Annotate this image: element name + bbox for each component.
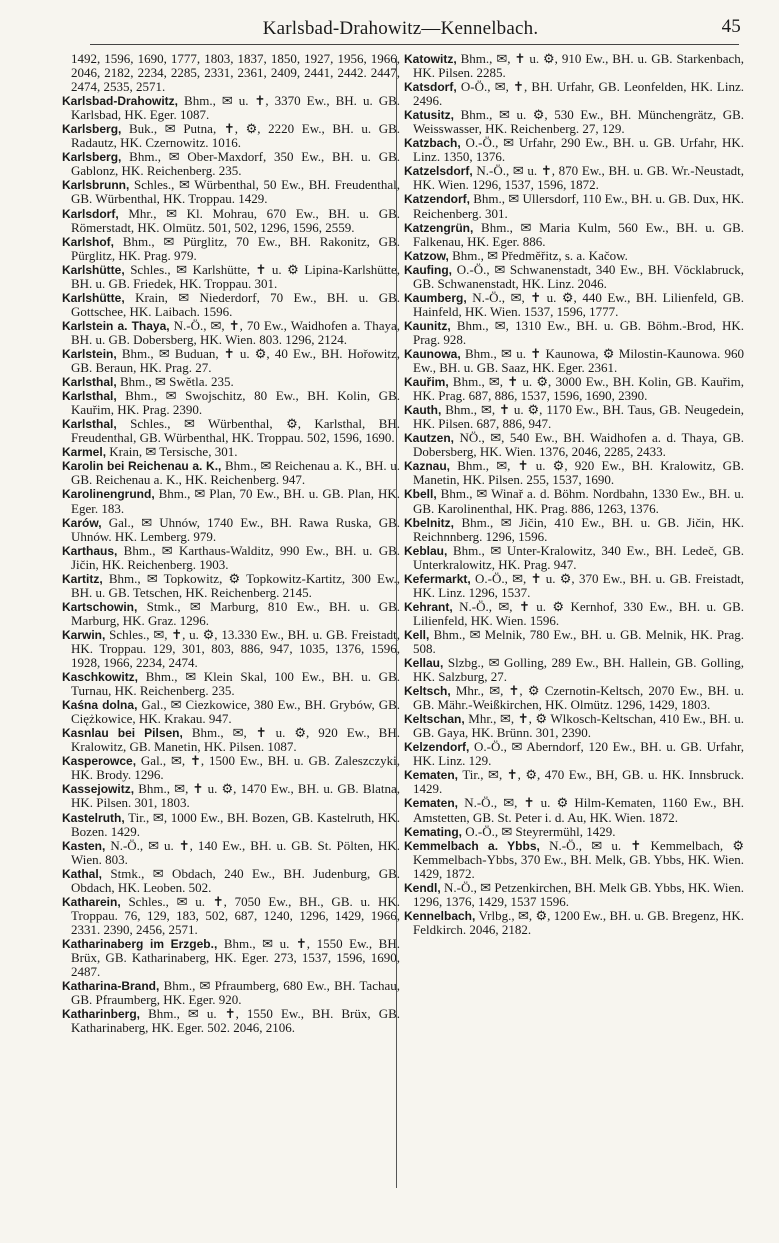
gazetteer-entry xyxy=(62,417,400,445)
entry-text: Bhm., ✉ Reichenau a. K., BH. u. GB. Reichenau a. K., HK. Reichenberg. 947. xyxy=(71,458,401,488)
entry-headword: Kell, xyxy=(404,627,430,642)
right-column xyxy=(404,52,744,937)
entry-text: Schles., ✉, ✝, u. ⚙, 13.330 Ew., BH. u. GB. Freistadt, HK. Troppau. 129, 301, 803, 886, 947, 1035, 1376, 1596, 1928, 1966, 2234, 2474. xyxy=(71,626,400,671)
entry-headword: Kasten, xyxy=(62,838,106,853)
running-title: Karlsbad-Drahowitz—Kennelbach. xyxy=(262,18,539,39)
entry-headword: Kauřim, xyxy=(404,375,449,390)
entry-text: Schles., ✉ Würbenthal, ⚙, Karlsthal, BH. Freudenthal, GB. Würbenthal, HK. Troppau. 502, 1596, 1690. xyxy=(71,416,401,446)
entry-headword: Karmel, xyxy=(62,445,107,460)
entry-headword: Karów, xyxy=(62,515,102,530)
entry-text: Bhm., ✉ Melnik, 780 Ew., BH. u. GB. Melnik, HK. Prag. 508. xyxy=(413,626,744,656)
entry-text: Bhm., ✉ u. ✝, 1550 Ew., BH. Brüx, GB. Katharinaberg, HK. Eger. 273, 1537, 1596, 1690, 2487. xyxy=(71,935,400,980)
gazetteer-entry xyxy=(62,516,400,544)
entry-headword: Karlshütte, xyxy=(62,290,125,305)
entry-headword: Karlsdorf, xyxy=(62,206,119,221)
gazetteer-entry xyxy=(62,52,400,94)
entry-text: Krain, ✉ Niederdorf, 70 Ew., BH. u. GB. Gottschee, HK. Laibach. 1596. xyxy=(71,289,401,319)
gazetteer-entry xyxy=(404,796,744,824)
entry-text: Bhm., ✉ Winař a. d. Böhm. Nordbahn, 1330 Ew., BH. u. GB. Karolinenthal, HK. Prag. 886, 1263, 1376. xyxy=(413,486,744,516)
entry-headword: Kaufing, xyxy=(404,262,452,277)
entry-text: O-Ö., ✉, ✝, BH. Urfahr, GB. Leonfelden, HK. Linz. 2496. xyxy=(413,79,744,109)
entry-text: N.-Ö., ✉ u. ✝, 870 Ew., BH. u. GB. Wr.-Neustadt, HK. Wien. 1296, 1537, 1596, 1872. xyxy=(413,163,744,193)
entry-text: Schles., ✉ u. ✝, 7050 Ew., BH., GB. u. HK. Troppau. 76, 129, 183, 502, 687, 1240, 1296, 1429, 1966, 2331. 2390, 2456, 2571. xyxy=(71,893,401,937)
entry-text: Mhr., ✉, ✝, ⚙ Wlkosch-Keltschan, 410 Ew., BH. u. GB. Gaya, HK. Brünn. 301, 2390. xyxy=(413,711,744,741)
entry-text: Bhm., ✉ Maria Kulm, 560 Ew., BH. u. GB. Falkenau, HK. Eger. 886. xyxy=(413,219,745,249)
gazetteer-entry xyxy=(404,403,744,431)
entry-text: N.-Ö., ✉, ✝ u. ⚙ Kernhof, 330 Ew., BH. u. GB. Lilienfeld, HK. Wien. 1596. xyxy=(413,598,744,628)
entry-text: Tir., ✉, 1000 Ew., BH. Bozen, GB. Kastelruth, HK. Bozen. 1429. xyxy=(71,809,401,839)
entry-headword: Karlsbad-Drahowitz, xyxy=(62,94,179,109)
gazetteer-entry xyxy=(62,291,400,319)
entry-text: NÖ., ✉, 540 Ew., BH. Waidhofen a. d. Thaya, GB. Dobersberg, HK. Wien. 1376, 2046, 2285, 2433. xyxy=(413,430,745,460)
entry-text: O.-Ö., ✉ Aberndorf, 120 Ew., BH. u. GB. Urfahr, HK. Linz. 129. xyxy=(413,739,745,769)
entry-text: N.-Ö., ✉, ✝, 70 Ew., Waidhofen a. Thaya, BH. u. GB. Dobersberg, HK. Wien. 803. 1296, 2124. xyxy=(71,317,401,347)
entry-text: Bhm., ✉ Topkowitz, ⚙ Topkowitz-Kartitz, 300 Ew., BH. u. GB. Tetschen, HK. Reichenberg. 2145. xyxy=(71,570,401,600)
gazetteer-entry xyxy=(62,979,400,1007)
entry-text: Bhm., ✉ u. ✝, 1550 Ew., BH. Brüx, GB. Katharinaberg, HK. Eger. 502. 2046, 2106. xyxy=(71,1006,400,1036)
header-rule xyxy=(90,44,739,45)
entry-text: N.-Ö., ✉ u. ✝, 140 Ew., BH. u. GB. St. Pölten, HK. Wien. 803. xyxy=(71,837,400,867)
gazetteer-entry xyxy=(404,221,744,249)
entry-headword: Karlstein, xyxy=(62,346,117,361)
entry-text: Schles., ✉ Karlshütte, ✝ u. ⚙ Lipina-Karlshütte, BH. u. GB. Friedek, HK. Troppau. 301. xyxy=(71,261,400,291)
entry-headword: Kartitz, xyxy=(62,571,103,586)
gazetteer-entry xyxy=(404,768,744,796)
entry-headword: Karlstein a. Thaya, xyxy=(62,318,170,333)
entry-text: Slzbg., ✉ Golling, 289 Ew., BH. Hallein, GB. Golling, HK. Salzburg, 27. xyxy=(413,655,744,685)
entry-headword: Keblau, xyxy=(404,543,448,558)
gazetteer-entry xyxy=(62,389,400,417)
entry-text: Mhr., ✉, ✝, ⚙ Czernotin-Keltsch, 2070 Ew., BH. u. GB. Mähr.-Weißkirchen, HK. Olmütz. 1296, 1429, 1803. xyxy=(413,683,744,713)
entry-headword: Katharinberg, xyxy=(62,1007,141,1022)
entry-text: Bhm., ✉ Plan, 70 Ew., BH. u. GB. Plan, HK. Eger. 183. xyxy=(71,486,401,516)
gazetteer-entry xyxy=(404,80,744,108)
gazetteer-entry xyxy=(62,150,400,178)
gazetteer-entry xyxy=(62,867,400,895)
gazetteer-entry xyxy=(404,825,744,839)
entry-text: Bhm., ✉ Klein Skal, 100 Ew., BH. u. GB. Turnau, HK. Reichenberg. 235. xyxy=(71,669,400,699)
entry-headword: Kbell, xyxy=(404,487,437,502)
entry-headword: Karlsthal, xyxy=(62,417,117,432)
page-header xyxy=(60,14,741,44)
left-column xyxy=(62,52,400,1035)
entry-text: Vrlbg., ✉, ⚙, 1200 Ew., BH. u. GB. Bregenz, HK. Feldkirch. 2046, 2182. xyxy=(413,907,744,937)
entry-headword: Kbelnitz, xyxy=(404,515,454,530)
gazetteer-entry xyxy=(404,712,744,740)
entry-text: O.-Ö., ✉ Schwanenstadt, 340 Ew., BH. Vöcklabruck, GB. Schwanenstadt, HK. Linz. 2046. xyxy=(413,261,745,291)
entry-headword: Karlsthal, xyxy=(62,375,117,390)
gazetteer-entry xyxy=(404,628,744,656)
gazetteer-entry xyxy=(62,235,400,263)
entry-text: N.-Ö., ✉, ✝ u. ⚙, 440 Ew., BH. Lilienfeld, GB. Hainfeld, HK. Wien. 1537, 1596, 1777. xyxy=(413,289,744,319)
entry-headword: Karlsthal, xyxy=(62,389,117,404)
entry-text: N.-Ö., ✉ Petzenkirchen, BH. Melk GB. Ybbs, HK. Wien. 1296, 1376, 1429, 1537 1596. xyxy=(413,879,745,909)
entry-headword: Katharinaberg im Erzgeb., xyxy=(62,936,218,951)
entry-text: Bhm., ✉, ✝ u. ⚙, 910 Ew., BH. u. GB. Starkenbach, HK. Pilsen. 2285. xyxy=(413,51,745,81)
entry-headword: Kautzen, xyxy=(404,431,455,446)
entry-headword: Karlsberg, xyxy=(62,122,122,137)
entry-headword: Katzow, xyxy=(404,248,449,263)
entry-text: N.-Ö., ✉, ✝ u. ⚙ Hilm-Kematen, 1160 Ew., BH. Amstetten, GB. St. Peter i. d. Au, HK. Wien. 1872. xyxy=(413,795,744,825)
gazetteer-entry xyxy=(404,909,744,937)
entry-headword: Kaśna dolna, xyxy=(62,698,138,713)
entry-headword: Kellau, xyxy=(404,656,444,671)
entry-headword: Karolin bei Reichenau a. K., xyxy=(62,459,222,474)
entry-headword: Kaumberg, xyxy=(404,290,467,305)
gazetteer-entry xyxy=(62,544,400,572)
entry-headword: Karlshütte, xyxy=(62,262,125,277)
entry-text: Krain, ✉ Tersische, 301. xyxy=(109,444,238,460)
entry-headword: Kauth, xyxy=(404,403,442,418)
gazetteer-entry xyxy=(404,881,744,909)
entry-headword: Katharina-Brand, xyxy=(62,979,160,994)
entry-headword: Karwin, xyxy=(62,627,106,642)
entry-text: Gal., ✉ Ciezkowice, 380 Ew., BH. Grybów, GB. Ciężkowice, HK. Krakau. 947. xyxy=(71,697,401,727)
gazetteer-entry xyxy=(404,347,744,375)
entry-text: Bhm., ✉ Swětla. 235. xyxy=(119,374,234,390)
entry-text: Bhm., ✉, ✝ u. ⚙, 920 Ew., BH. Kralowitz, GB. Manetin, HK. Pilsen. 255, 1537, 1690. xyxy=(413,458,744,488)
gazetteer-entry xyxy=(62,207,400,235)
entry-headword: Kelzendorf, xyxy=(404,740,470,755)
entry-text: Stmk., ✉ Obdach, 240 Ew., BH. Judenburg, GB. Obdach, HK. Leoben. 502. xyxy=(71,865,400,895)
entry-headword: Karthaus, xyxy=(62,543,118,558)
entry-headword: Kemmelbach a. Ybbs, xyxy=(404,838,540,853)
entry-text: Bhm., ✉ Swojschitz, 80 Ew., BH. Kolin, GB. Kauřim, HK. Prag. 2390. xyxy=(71,388,400,418)
entry-headword: Kasperowce, xyxy=(62,754,137,769)
gazetteer-entry xyxy=(62,600,400,628)
gazetteer-entry xyxy=(62,122,400,150)
entry-text: Bhm., ✉, ✝ u. ⚙, 1170 Ew., BH. Taus, GB. Neugedein, HK. Pilsen. 687, 886, 947. xyxy=(413,402,745,432)
gazetteer-entry xyxy=(62,1007,400,1035)
entry-headword: Kasnlau bei Pilsen, xyxy=(62,726,183,741)
gazetteer-entry xyxy=(62,94,400,122)
entry-headword: Kartschowin, xyxy=(62,599,138,614)
entry-headword: Kehrant, xyxy=(404,599,453,614)
gazetteer-entry xyxy=(404,656,744,684)
entry-headword: Kaunowa, xyxy=(404,346,461,361)
entry-headword: Kastelruth, xyxy=(62,810,125,825)
entry-headword: Katzbach, xyxy=(404,136,461,151)
entry-headword: Kemating, xyxy=(404,824,463,839)
gazetteer-entry xyxy=(62,811,400,839)
entry-text: Schles., ✉ Würbenthal, 50 Ew., BH. Freudenthal, GB. Würbenthal, HK. Troppau. 1429. xyxy=(71,177,400,207)
entry-headword: Kassejowitz, xyxy=(62,782,135,797)
entry-text: O.-Ö., ✉ Urfahr, 290 Ew., BH. u. GB. Urfahr, HK. Linz. 1350, 1376. xyxy=(413,135,744,165)
entry-text: Bhm., ✉, ✝ u. ⚙, 3000 Ew., BH. Kolin, GB. Kauřim, HK. Prag. 687, 886, 1537, 1596, 1690, 2390. xyxy=(413,374,744,404)
gazetteer-entry xyxy=(62,726,400,754)
entry-text: Bhm., ✉ Jičin, 410 Ew., BH. u. GB. Jičin, HK. Reichnnberg. 1296, 1596. xyxy=(413,514,744,544)
gazetteer-entry xyxy=(62,895,400,937)
entry-text: Bhm., ✉ Pfraumberg, 680 Ew., BH. Tachau, GB. Pfraumberg, HK. Eger. 920. xyxy=(71,978,400,1008)
gazetteer-entry xyxy=(404,108,744,136)
gazetteer-entry xyxy=(404,684,744,712)
gazetteer-entry xyxy=(404,291,744,319)
entry-text: Bhm., ✉ Pürglitz, 70 Ew., BH. Rakonitz, GB. Pürglitz, HK. Prag. 979. xyxy=(71,233,400,263)
gazetteer-entry xyxy=(404,839,744,881)
entry-headword: Katharein, xyxy=(62,894,121,909)
gazetteer-entry xyxy=(62,445,400,459)
entry-text: Bhm., ✉ Ober-Maxdorf, 350 Ew., BH. u. GB. Gablonz, HK. Reichenberg. 235. xyxy=(71,149,401,179)
page-number: 45 xyxy=(721,16,741,37)
gazetteer-entry xyxy=(62,670,400,698)
gazetteer-entry xyxy=(62,754,400,782)
entry-headword: Karlsbrunn, xyxy=(62,178,130,193)
entry-headword: Kaschkowitz, xyxy=(62,670,139,685)
gazetteer-entry xyxy=(404,192,744,220)
gazetteer-entry xyxy=(404,249,744,263)
entry-text: Bhm., ✉ u. ✝ Kaunowa, ⚙ Milostin-Kaunowa. 960 Ew., BH. u. GB. Saaz, HK. Eger. 2361. xyxy=(413,345,745,376)
entry-headword: Katusitz, xyxy=(404,108,455,123)
entry-text: O.-Ö., ✉ Steyrermühl, 1429. xyxy=(465,823,616,839)
gazetteer-entry xyxy=(62,572,400,600)
entry-headword: Keltschan, xyxy=(404,712,465,727)
gazetteer-entry xyxy=(62,459,400,487)
entry-text: Stmk., ✉ Marburg, 810 Ew., BH. u. GB. Marburg, HK. Graz. 1296. xyxy=(71,598,401,628)
entry-headword: Katzendorf, xyxy=(404,192,470,207)
gazetteer-entry xyxy=(404,600,744,628)
gazetteer-entry xyxy=(404,431,744,459)
entry-headword: Kematen, xyxy=(404,768,459,783)
entry-text: Bhm., ✉ u. ✝, 3370 Ew., BH. u. GB. Karlsbad, HK. Eger. 1087. xyxy=(71,93,401,123)
gazetteer-entry xyxy=(404,319,744,347)
entry-text: Bhm., ✉ Unter-Kralowitz, 340 Ew., BH. Ledeč, GB. Unterkralowitz, HK. Prag. 947. xyxy=(413,542,744,572)
entry-text: Buk., ✉ Putna, ✝, ⚙, 2220 Ew., BH. u. GB. Radautz, HK. Czernowitz. 1016. xyxy=(71,121,401,151)
gazetteer-entry xyxy=(62,698,400,726)
gazetteer-entry xyxy=(62,782,400,810)
entry-headword: Katzelsdorf, xyxy=(404,164,473,179)
entry-headword: Katowitz, xyxy=(404,52,457,66)
entry-text: Bhm., ✉ u. ⚙, 530 Ew., BH. Münchengrätz, GB. Weisswasser, HK. Reichenberg. 27, 129. xyxy=(413,107,745,137)
gazetteer-entry xyxy=(62,839,400,867)
entry-headword: Karolinengrund, xyxy=(62,487,155,502)
gazetteer-entry xyxy=(62,263,400,291)
gazetteer-entry xyxy=(62,375,400,389)
entry-headword: Karlshof, xyxy=(62,234,115,249)
entry-headword: Katsdorf, xyxy=(404,80,457,95)
entry-text: Tir., ✉, ✝, ⚙, 470 Ew., BH, GB. u. HK. Innsbruck. 1429. xyxy=(413,767,745,797)
gazetteer-entry xyxy=(404,740,744,768)
entry-headword: Keltsch, xyxy=(404,684,451,699)
entry-text: N.-Ö., ✉ u. ✝ Kemmelbach, ⚙ Kemmelbach-Ybbs, 370 Ew., BH. Melk, GB. Ybbs, HK. Wien. 1429, 1872. xyxy=(413,837,744,881)
gazetteer-entry xyxy=(62,347,400,375)
entry-headword: Kendl, xyxy=(404,880,441,895)
entry-text: Bhm., ✉ Buduan, ✝ u. ⚙, 40 Ew., BH. Hořowitz, GB. Beraun, HK. Prag. 27. xyxy=(71,345,401,376)
entry-text: Bhm., ✉, ✝ u. ⚙, 920 Ew., BH. Kralowitz, GB. Manetin, HK. Pilsen. 1087. xyxy=(71,725,400,755)
entry-headword: Kaznau, xyxy=(404,459,451,474)
gazetteer-entry xyxy=(404,459,744,487)
entry-text: Gal., ✉, ✝, 1500 Ew., BH. u. GB. Zaleszczyki, HK. Brody. 1296. xyxy=(71,753,400,783)
gazetteer-entry xyxy=(404,263,744,291)
gazetteer-entry xyxy=(404,164,744,192)
gazetteer-entry xyxy=(62,319,400,347)
entry-headword: Kematen, xyxy=(404,796,459,811)
gazetteer-entry xyxy=(404,544,744,572)
entry-text: Bhm., ✉, 1310 Ew., BH. u. GB. Böhm.-Brod, HK. Prag. 928. xyxy=(413,317,744,347)
entry-text: Bhm., ✉ Předměřitz, s. a. Kačow. xyxy=(452,247,628,263)
gazetteer-entry xyxy=(404,136,744,164)
gazetteer-entry xyxy=(62,937,400,979)
entry-headword: Karlsberg, xyxy=(62,150,122,165)
gazetteer-entry xyxy=(404,52,744,80)
entry-text: Bhm., ✉ Karthaus-Walditz, 990 Ew., BH. u. GB. Jičin, HK. Reichenberg. 1903. xyxy=(71,542,400,572)
gazetteer-entry xyxy=(404,516,744,544)
gazetteer-entry xyxy=(62,178,400,206)
gazetteer-entry xyxy=(404,487,744,515)
gazetteer-entry xyxy=(404,572,744,600)
entry-text: O.-Ö., ✉, ✝ u. ⚙, 370 Ew., BH. u. GB. Freistadt, HK. Linz. 1296, 1537. xyxy=(413,570,744,600)
entry-headword: Kefermarkt, xyxy=(404,571,471,586)
entry-text: Bhm., ✉, ✝ u. ⚙, 1470 Ew., BH. u. GB. Blatna, HK. Pilsen. 301, 1803. xyxy=(71,781,401,811)
entry-headword: Kennelbach, xyxy=(404,908,476,923)
gazetteer-entry xyxy=(62,487,400,515)
entry-text: Gal., ✉ Uhnów, 1740 Ew., BH. Rawa Ruska, GB. Uhnów. HK. Lemberg. 979. xyxy=(71,514,401,544)
entry-text: Mhr., ✉ Kl. Mohrau, 670 Ew., BH. u. GB. Römerstadt, HK. Olmütz. 501, 502, 1296, 1596, 2559. xyxy=(71,205,401,235)
entry-text: 1492, 1596, 1690, 1777, 1803, 1837, 1850, 1927, 1956, 1966, 2046, 2182, 2234, 2285, 2331, 2361, 2409, 2441, 2442. 2447, 2474, 2535, 2571. xyxy=(71,51,400,95)
entry-text: Bhm., ✉ Ullersdorf, 110 Ew., BH. u. GB. Dux, HK. Reichenberg. 301. xyxy=(413,191,745,221)
gazetteer-entry xyxy=(62,628,400,670)
entry-headword: Kathal, xyxy=(62,866,103,881)
column-divider xyxy=(396,56,397,1188)
entry-headword: Kaunitz, xyxy=(404,318,451,333)
gazetteer-entry xyxy=(404,375,744,403)
entry-headword: Katzengrün, xyxy=(404,220,474,235)
